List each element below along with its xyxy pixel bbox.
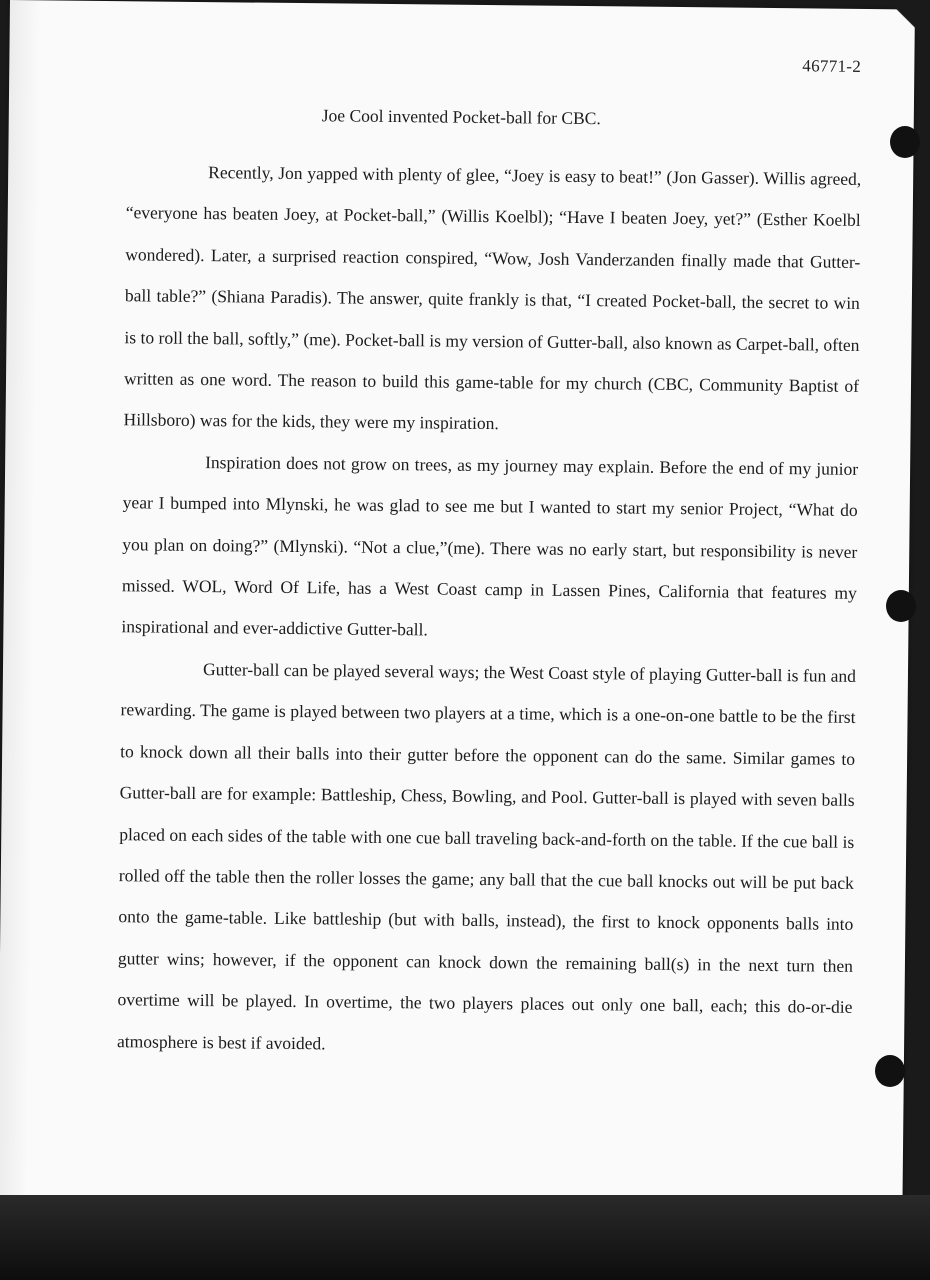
punch-hole-bottom (875, 1055, 905, 1087)
paragraph-1: Recently, Jon yapped with plenty of glee, “Joey is easy to beat!” (Jon Gasser). Willis agreed, “everyone has beaten Joey, at Pocket-ball,” (Willis Koelbl); “Have I beaten Joey, yet?” (Esther Koelbl wondered). Later, a surprised reaction conspired, “Wow, Josh Vanderzanden finally made that Gutter-ball table?” (Shiana Paradis). The answer, quite frankly is that, “I created Pocket-ball, the secret to win is to roll the ball, softly,” (me). Pocket-ball is my version of Gutter-ball, also known as Carpet-ball, often written as one word. The reason to build this game-table for my church (CBC, Community Baptist of Hillsboro) was for the kids, they were my inspiration. (123, 162, 862, 434)
scanner-background (0, 1195, 930, 1280)
page-shadow (0, 0, 40, 1205)
document-body (117, 151, 861, 1070)
paragraph-2: Inspiration does not grow on trees, as my journey may explain. Before the end of my junior year I bumped into Mlynski, he was glad to see me but I wanted to start my senior Project, “What do you plan on doing?” (Mlynski). “Not a clue,”(me). There was no early start, but responsibility is never missed. WOL, Word Of Life, has a West Coast camp in Lassen Pines, California that features my inspirational and ever-addictive Gutter-ball. (121, 451, 859, 640)
punch-hole-middle (886, 590, 916, 622)
paragraph-3: Gutter-ball can be played several ways; the West Coast style of playing Gutter-ball is fun and rewarding. The game is played between two players at a time, which is a one-on-one battle to be the first to knock down all their balls into their gutter before the opponent can do the same. Similar games to Gutter-ball are for example: Battleship, Chess, Bowling, and Pool. Gutter-ball is played with seven balls placed on each sides of the table with one cue ball traveling back-and-forth on the table. If the cue ball is rolled off the table then the roller losses the game; any ball that the cue ball knocks out will be put back onto the game-table. Like battleship (but with balls, instead), the first to knock opponents balls into gutter wins; however, if the opponent can knock down the remaining ball(s) in the next turn then overtime will be played. In overtime, the two players places out only one ball, each; this do-or-die atmosphere is best if avoided. (117, 658, 857, 1053)
punch-hole-top (890, 126, 920, 158)
page-corner-fold (870, 0, 930, 80)
document-number: 46771-2 (802, 56, 862, 76)
document-title: Joe Cool invented Pocket-ball for CBC. (321, 105, 601, 129)
